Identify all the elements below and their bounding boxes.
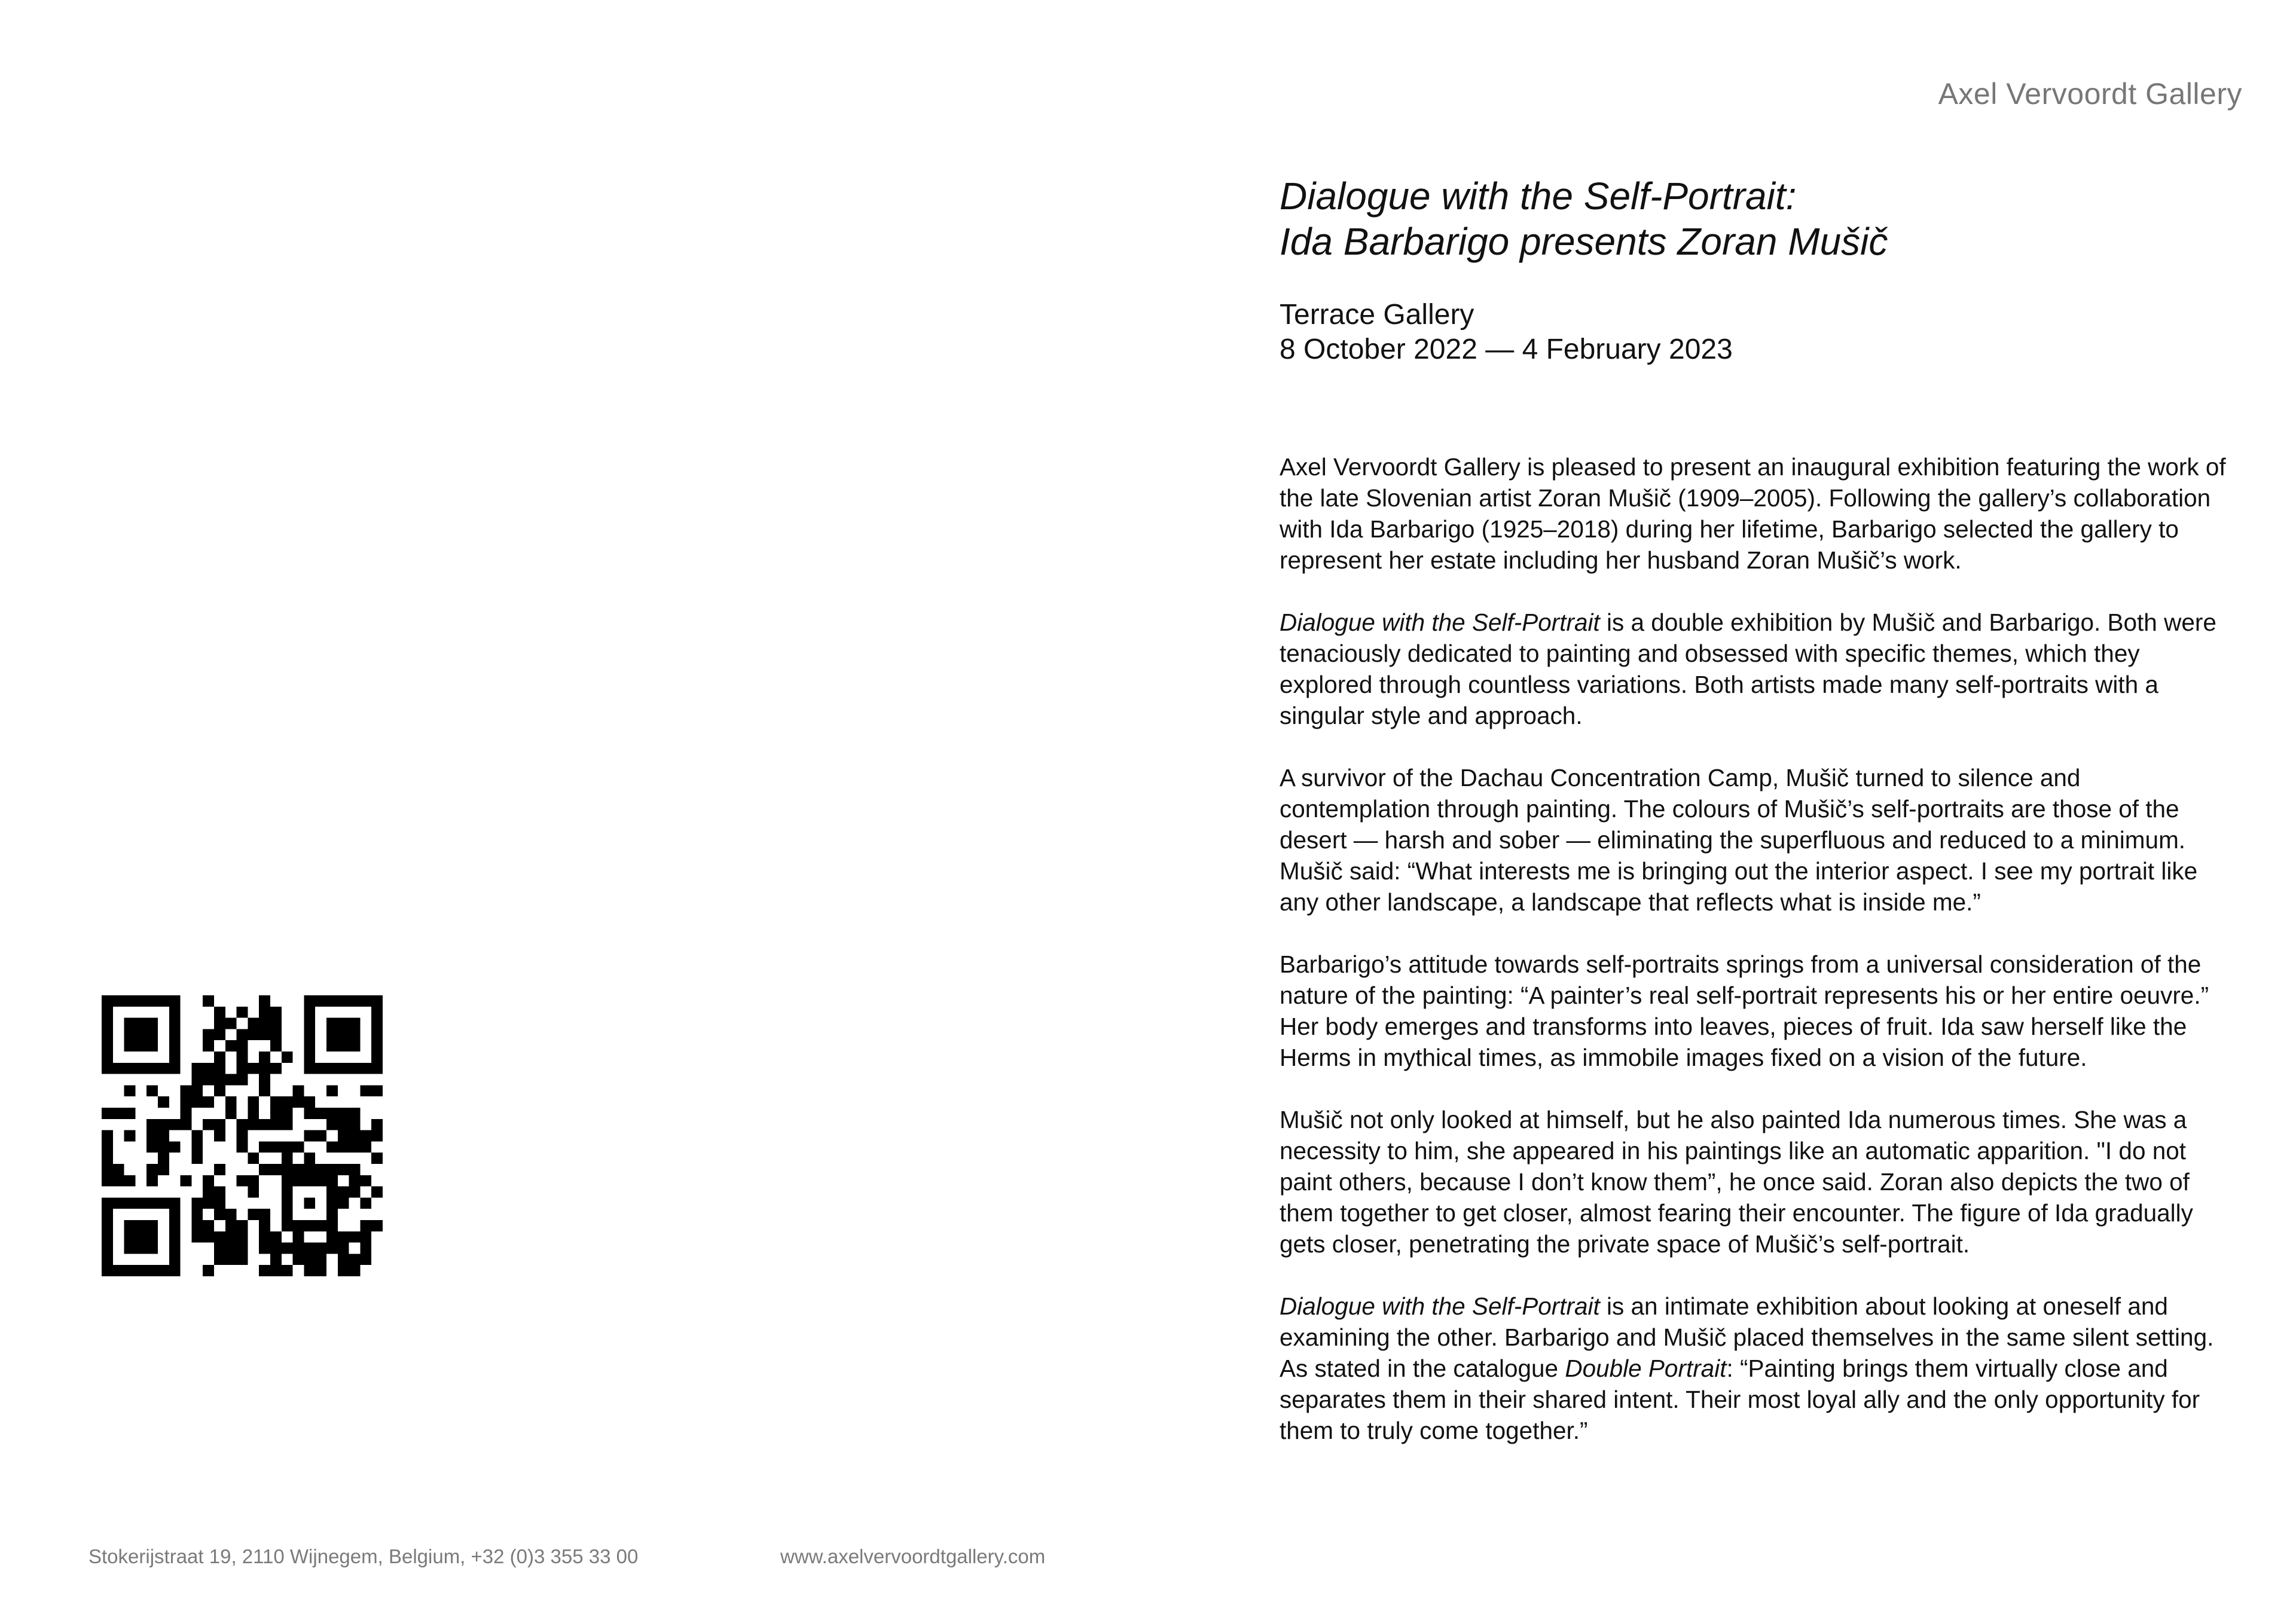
venue-location: Terrace Gallery [1280,299,1474,331]
paragraph-4: Barbarigo’s attitude towards self-portraits springs from a universal consideration of the nature of the painting: “A painter’s real self-portrait represents his or her entire oeuvre.” Her body emerges and transforms into leaves, pieces of fruit. Ida saw herself like the Herms in mythical times, as immobile images fixed on a vision of the future. [1280,950,2209,1071]
paragraph-1: Axel Vervoordt Gallery is pleased to present an inaugural exhibition featuring the work of the late Slovenian artist Zoran Mušič (1909–2005). Following the gallery’s collaboration with Ida Barbarigo (1925–2018) during her lifetime, Barbarigo selected the gallery to represent her estate including her husband Zoran Mušič’s work. [1280,453,2226,574]
paragraph-3: A survivor of the Dachau Concentration Camp, Mušič turned to silence and contemplation through painting. The colours of Mušič’s self-portraits are those of the desert — harsh and sober — eliminating the superfluous and reduced to a minimum. Mušič said: “What interests me is bringing out the interior aspect. I see my portrait like any other landscape, a landscape that reflects what is inside me.” [1280,764,2198,916]
paragraph-6 [1280,1291,2230,1446]
title-line-1: Dialogue with the Self-Portrait: [1280,175,1797,218]
paragraph-5: Mušič not only looked at himself, but he also painted Ida numerous times. She was a necessity to him, she appeared in his paintings like an automatic apparition. "I do not paint others, because I don’t know them”, he once said. Zoran also depicts the two of them together to get closer, almost fearing their encounter. The figure of Ida gradually gets closer, penetrating the private space of Mušič’s self-portrait. [1280,1106,2193,1258]
italic-catalogue: Double Portrait [1565,1355,1727,1382]
footer-address: Stokerijstraat 19, 2110 Wijnegem, Belgium, +32 (0)3 355 33 00 [88,1545,639,1567]
paragraph-2 [1280,607,2230,731]
venue-info [1280,298,2248,367]
press-text [1280,451,2230,1477]
italic-title: Dialogue with the Self-Portrait [1280,1292,1600,1320]
exhibition-title [1280,173,2248,264]
italic-title: Dialogue with the Self-Portrait [1280,609,1600,636]
paragraph-2-text: is a double exhibition by Mušič and Barbarigo. Both were tenaciously dedicated to painting and obsessed with specific themes, which they explored through countless variations. Both artists made many self-portraits with a singular style and approach. [1280,609,2216,729]
venue-dates: 8 October 2022 — 4 February 2023 [1280,334,1733,365]
footer-website-link[interactable]: www.axelvervoordtgallery.com [780,1545,1046,1567]
gallery-brand: Axel Vervoordt Gallery [1938,77,2242,111]
qr-code-graphic [102,995,383,1276]
paragraph-6-end: : “Painting brings them virtually close and separates them in their shared intent. Their most loyal ally and the only opportunity for them to truly come together.” [1280,1355,2200,1444]
title-line-2: Ida Barbarigo presents Zoran Mušič [1280,220,1888,263]
paragraph-6-text: is an intimate exhibition about looking at oneself and examining the other. Barbarigo and Mušič placed themselves in the same silent setting. As stated in the catalogue [1280,1292,2214,1382]
qr-code-icon[interactable] [102,995,383,1276]
